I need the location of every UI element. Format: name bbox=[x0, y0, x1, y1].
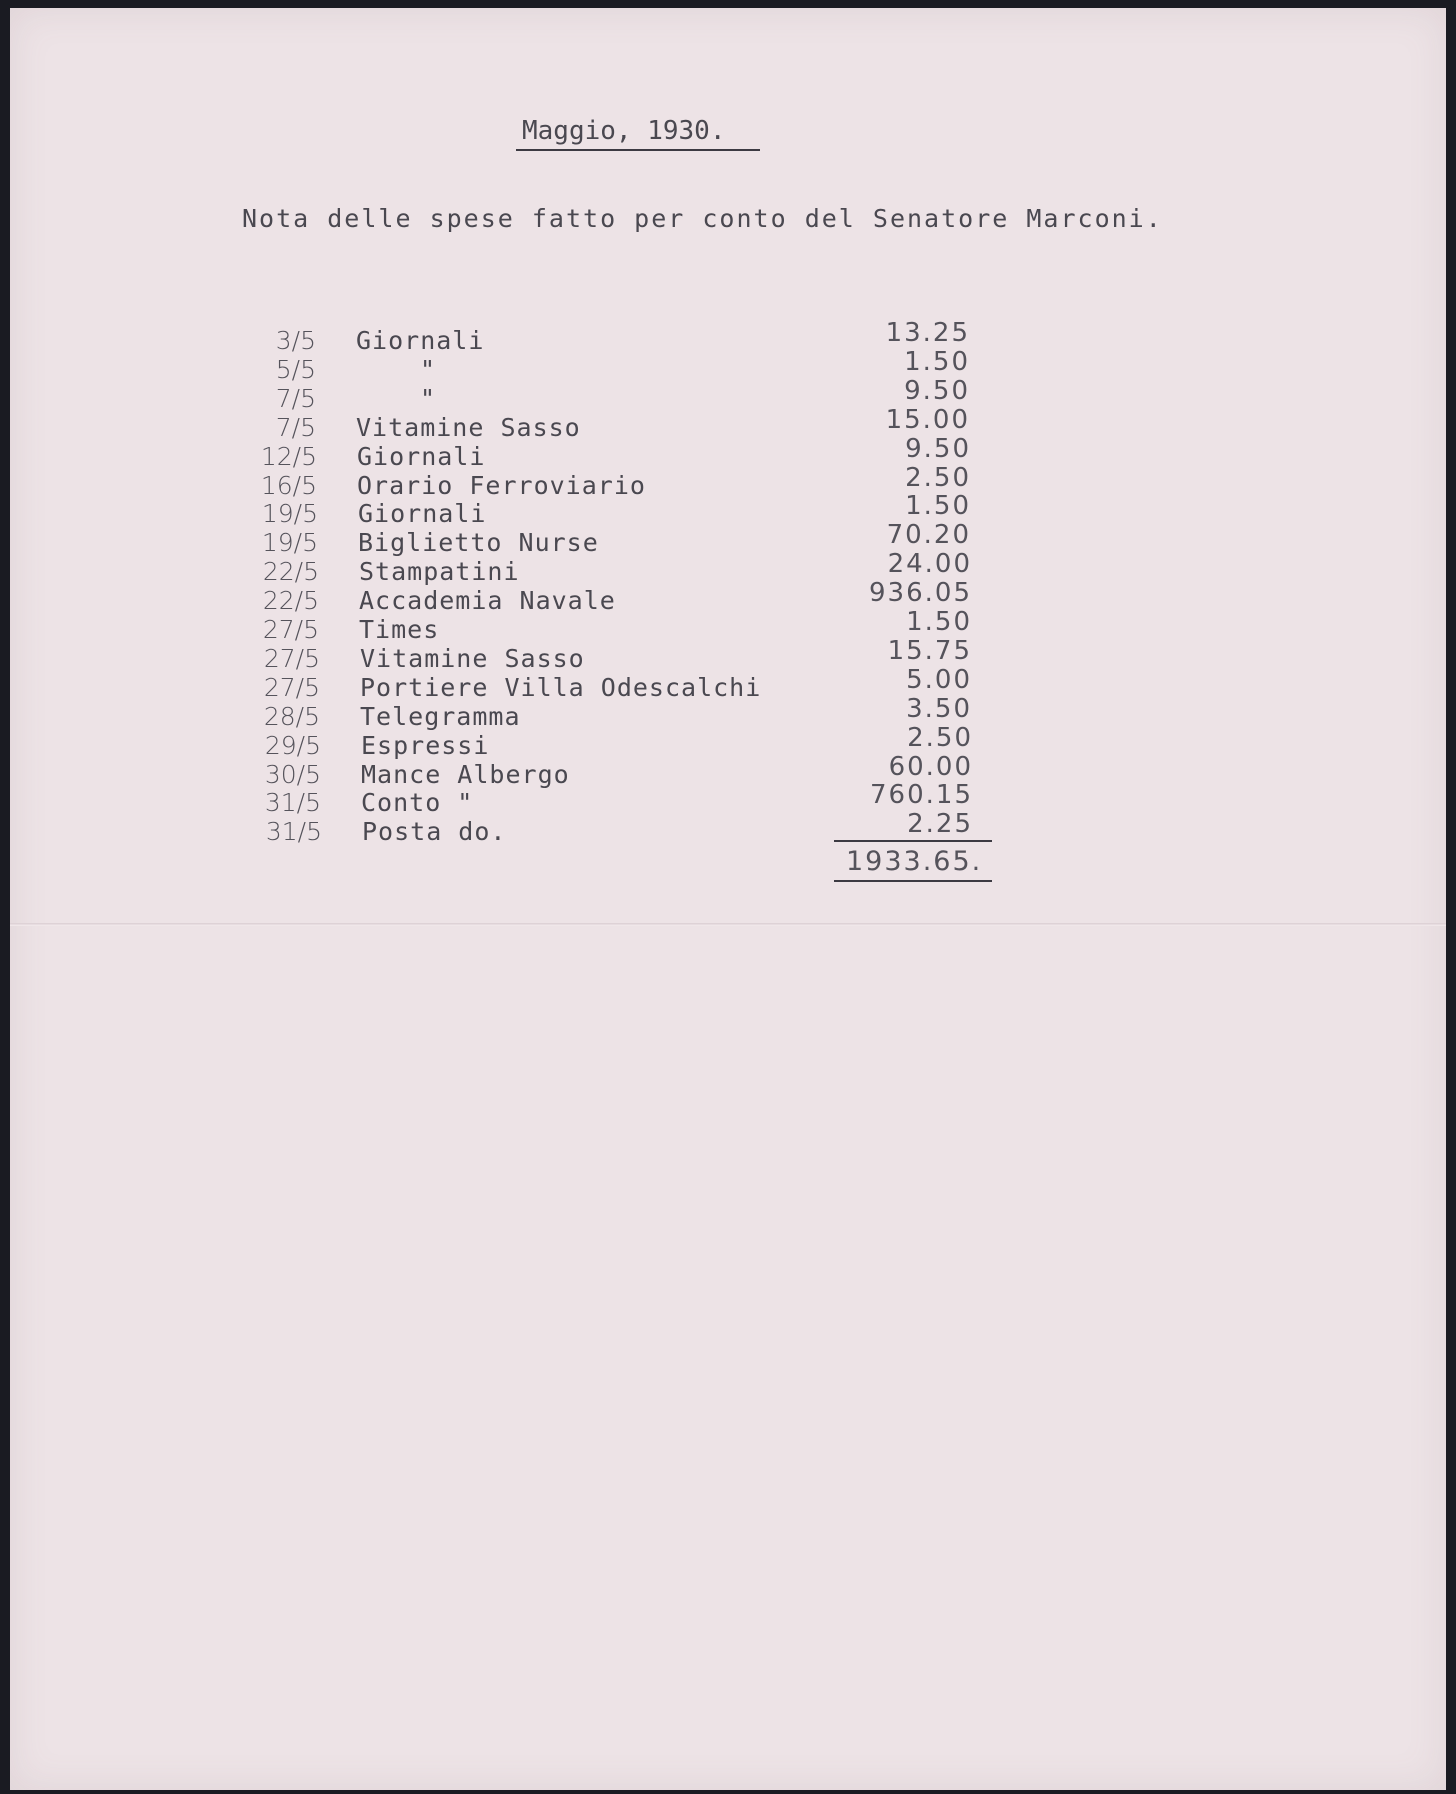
entry-date: 22/5 bbox=[262, 586, 319, 616]
ledger-row bbox=[10, 635, 1446, 673]
ledger-row bbox=[10, 607, 1446, 644]
ledger-row bbox=[10, 375, 1446, 413]
show-through-letterhead bbox=[40, 968, 1140, 1118]
entry-description: Conto " bbox=[361, 788, 474, 818]
entry-description: Accademia Navale bbox=[359, 586, 616, 616]
entry-amount: 2.25 bbox=[907, 809, 973, 840]
ledger-row bbox=[10, 751, 1446, 789]
ledger-row bbox=[10, 664, 1446, 702]
entry-description: Portiere Villa Odescalchi bbox=[360, 672, 762, 702]
entry-description: Orario Ferroviario bbox=[357, 470, 646, 500]
entry-amount: 24.00 bbox=[887, 549, 972, 580]
entry-amount: 3.50 bbox=[906, 693, 972, 724]
paper-fold bbox=[10, 923, 1446, 926]
entry-description: Giornali bbox=[358, 499, 487, 529]
ledger-row bbox=[10, 722, 1446, 760]
entry-date: 29/5 bbox=[264, 730, 321, 760]
entry-date: 27/5 bbox=[262, 615, 319, 644]
entry-date: 12/5 bbox=[260, 441, 317, 471]
document-subtitle: Nota delle spese fatto per conto del Senatore Marconi. bbox=[242, 204, 1163, 233]
ledger-row bbox=[10, 549, 1446, 587]
entry-date: 3/5 bbox=[275, 326, 316, 355]
entry-description: Stampatini bbox=[359, 557, 520, 587]
ledger-row bbox=[10, 462, 1446, 500]
paper-sheet bbox=[10, 8, 1446, 1790]
entry-description: Times bbox=[359, 615, 440, 644]
entry-date: 30/5 bbox=[264, 759, 321, 789]
ledger-row bbox=[10, 520, 1446, 558]
entry-date: 31/5 bbox=[264, 788, 321, 818]
ledger-row bbox=[10, 346, 1446, 384]
expense-ledger bbox=[10, 8, 1446, 908]
entry-amount: 9.50 bbox=[905, 433, 971, 464]
entry-amount: 1.50 bbox=[906, 607, 972, 637]
entry-amount: 9.50 bbox=[904, 375, 970, 406]
ledger-row bbox=[10, 491, 1446, 529]
entry-date: 27/5 bbox=[263, 643, 320, 673]
entry-amount: 70.20 bbox=[886, 520, 971, 551]
entry-date: 16/5 bbox=[260, 470, 317, 500]
entry-date: 5/5 bbox=[275, 354, 316, 384]
entry-description: Giornali bbox=[356, 326, 485, 355]
entry-description: Vitamine Sasso bbox=[360, 643, 585, 673]
entry-date: 7/5 bbox=[275, 412, 316, 442]
entry-description: Vitamine Sasso bbox=[356, 412, 581, 442]
entry-description: Telegramma bbox=[360, 701, 521, 731]
entry-date: 27/5 bbox=[263, 672, 320, 702]
total-rule-bottom bbox=[834, 880, 992, 882]
entry-amount: 13.25 bbox=[885, 318, 970, 348]
entry-amount: 15.75 bbox=[887, 635, 972, 666]
ledger-row bbox=[10, 318, 1446, 355]
ledger-row bbox=[10, 433, 1446, 471]
document-title: Maggio, 1930. bbox=[522, 116, 726, 146]
ledger-row bbox=[10, 578, 1446, 616]
entry-description: Biglietto Nurse bbox=[358, 528, 599, 558]
entry-description: Espressi bbox=[361, 730, 490, 760]
entry-date: 19/5 bbox=[261, 499, 318, 529]
entry-amount: 1.50 bbox=[904, 346, 970, 377]
entry-amount: 15.00 bbox=[885, 404, 970, 435]
entry-date: 31/5 bbox=[265, 817, 322, 847]
entry-date: 28/5 bbox=[263, 701, 320, 731]
entry-amount: 760.15 bbox=[870, 780, 973, 811]
entry-amount: 2.50 bbox=[905, 462, 971, 493]
entry-description: Mance Albergo bbox=[361, 759, 570, 789]
ledger-row bbox=[10, 404, 1446, 442]
entry-amount: 1.50 bbox=[905, 491, 971, 522]
entry-amount: 2.50 bbox=[907, 722, 973, 753]
ledger-row bbox=[10, 693, 1446, 731]
entry-date: 7/5 bbox=[275, 383, 316, 413]
entry-date: 22/5 bbox=[262, 557, 319, 587]
total-rule-top bbox=[834, 840, 992, 842]
entry-description: Posta do. bbox=[362, 817, 507, 847]
entry-amount: 5.00 bbox=[906, 664, 972, 695]
entry-amount: 936.05 bbox=[869, 578, 972, 609]
entry-amount: 60.00 bbox=[888, 751, 973, 782]
entry-description: " bbox=[420, 383, 437, 413]
entry-date: 19/5 bbox=[261, 528, 318, 558]
ledger-row bbox=[10, 780, 1446, 818]
expense-total: 1933.65. bbox=[846, 846, 983, 877]
ledger-row bbox=[10, 809, 1446, 847]
entry-description: Giornali bbox=[357, 441, 486, 471]
entry-description: " bbox=[420, 354, 437, 384]
